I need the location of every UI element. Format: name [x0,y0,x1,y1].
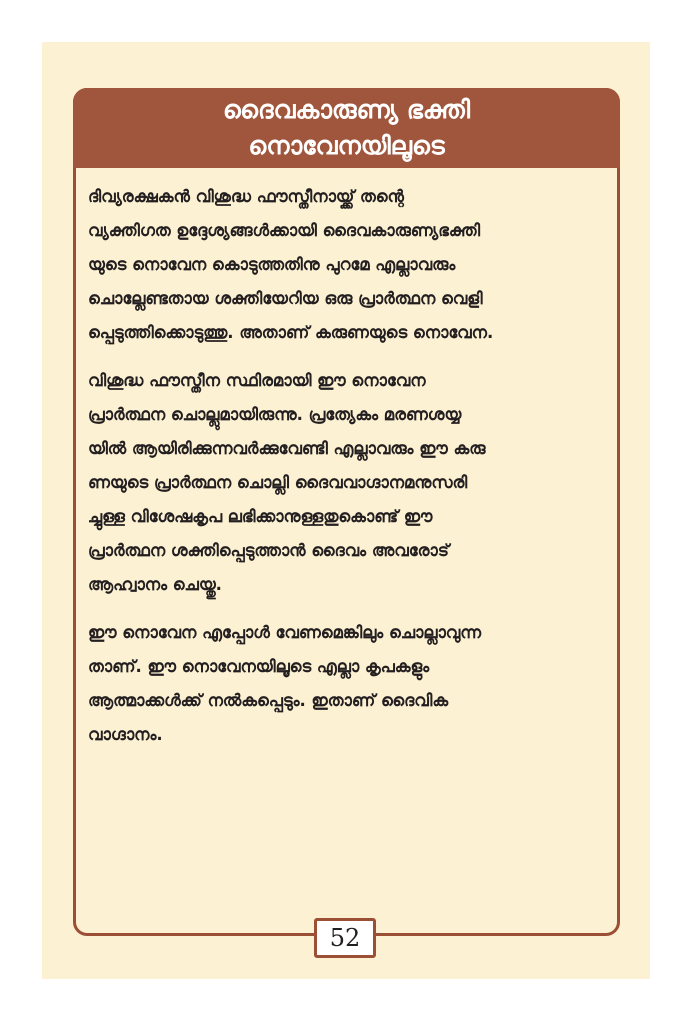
body-text [88,180,608,766]
text-line: ആത്മാക്കൾക്ക് നൽകപ്പെടും. ഇതാണ് ദൈവിക [88,691,449,710]
text-line: പ്രാർത്ഥന ചൊല്ലുമായിരുന്നു. പ്രത്യേകം മരണശയ്യ [88,405,462,424]
paragraph-1 [88,180,608,350]
title-line-2: നൊവേനയിലൂടെ [248,131,445,160]
text-line: വ്യക്തിഗത ഉദ്ദേശ്യങ്ങൾക്കായി ദൈവകാരുണ്യഭക്തി [88,221,481,240]
text-line: യുടെ നൊവേന കൊടുത്തതിനു പുറമേ എല്ലാവരും [88,255,456,274]
text-line: പ്പെടുത്തിക്കൊടുത്തു. അതാണ് കരുണയുടെ നൊവേന. [88,323,494,342]
text-line: ചൊല്ലേണ്ടതായ ശക്തിയേറിയ ഒരു പ്രാർത്ഥന വെളി [88,289,483,308]
text-line: ദിവ്യരക്ഷകൻ വിശുദ്ധ ഫൗസ്തീനായ്ക്ക് തന്റെ [88,187,404,206]
text-line: വാഗ്ദാനം. [88,725,163,744]
title-banner [73,88,620,168]
text-line: വിശുദ്ധ ഫൗസ്തീന സ്ഥിരമായി ഈ നൊവേന [88,371,426,390]
text-line: ഈ നൊവേന എപ്പോൾ വേണമെങ്കിലും ചൊല്ലാവുന്ന [88,623,482,642]
text-line: ആഹ്വാനം ചെയ്തു. [88,575,222,594]
text-line: യിൽ ആയിരിക്കുന്നവർക്കുവേണ്ടി എല്ലാവരും ഈ കരു [88,439,486,458]
paragraph-2 [88,364,608,602]
title-line-1: ദൈവകാരുണ്യ ഭക്തി [222,95,471,124]
text-line: ച്ചുള്ള വിശേഷകൃപ ലഭിക്കാനുള്ളതുകൊണ്ട് ഈ [88,507,433,526]
text-line: ണയുടെ പ്രാർത്ഥന ചൊല്ലി ദൈവവാഗ്ദാനമനുസരി [88,473,468,492]
paragraph-3 [88,616,608,752]
text-line: താണ്. ഈ നൊവേനയിലൂടെ എല്ലാ കൃപകളും [88,657,430,676]
text-line: പ്രാർത്ഥന ശക്തിപ്പെടുത്താൻ ദൈവം അവരോട് [88,541,449,560]
page-number: 52 [314,918,376,958]
